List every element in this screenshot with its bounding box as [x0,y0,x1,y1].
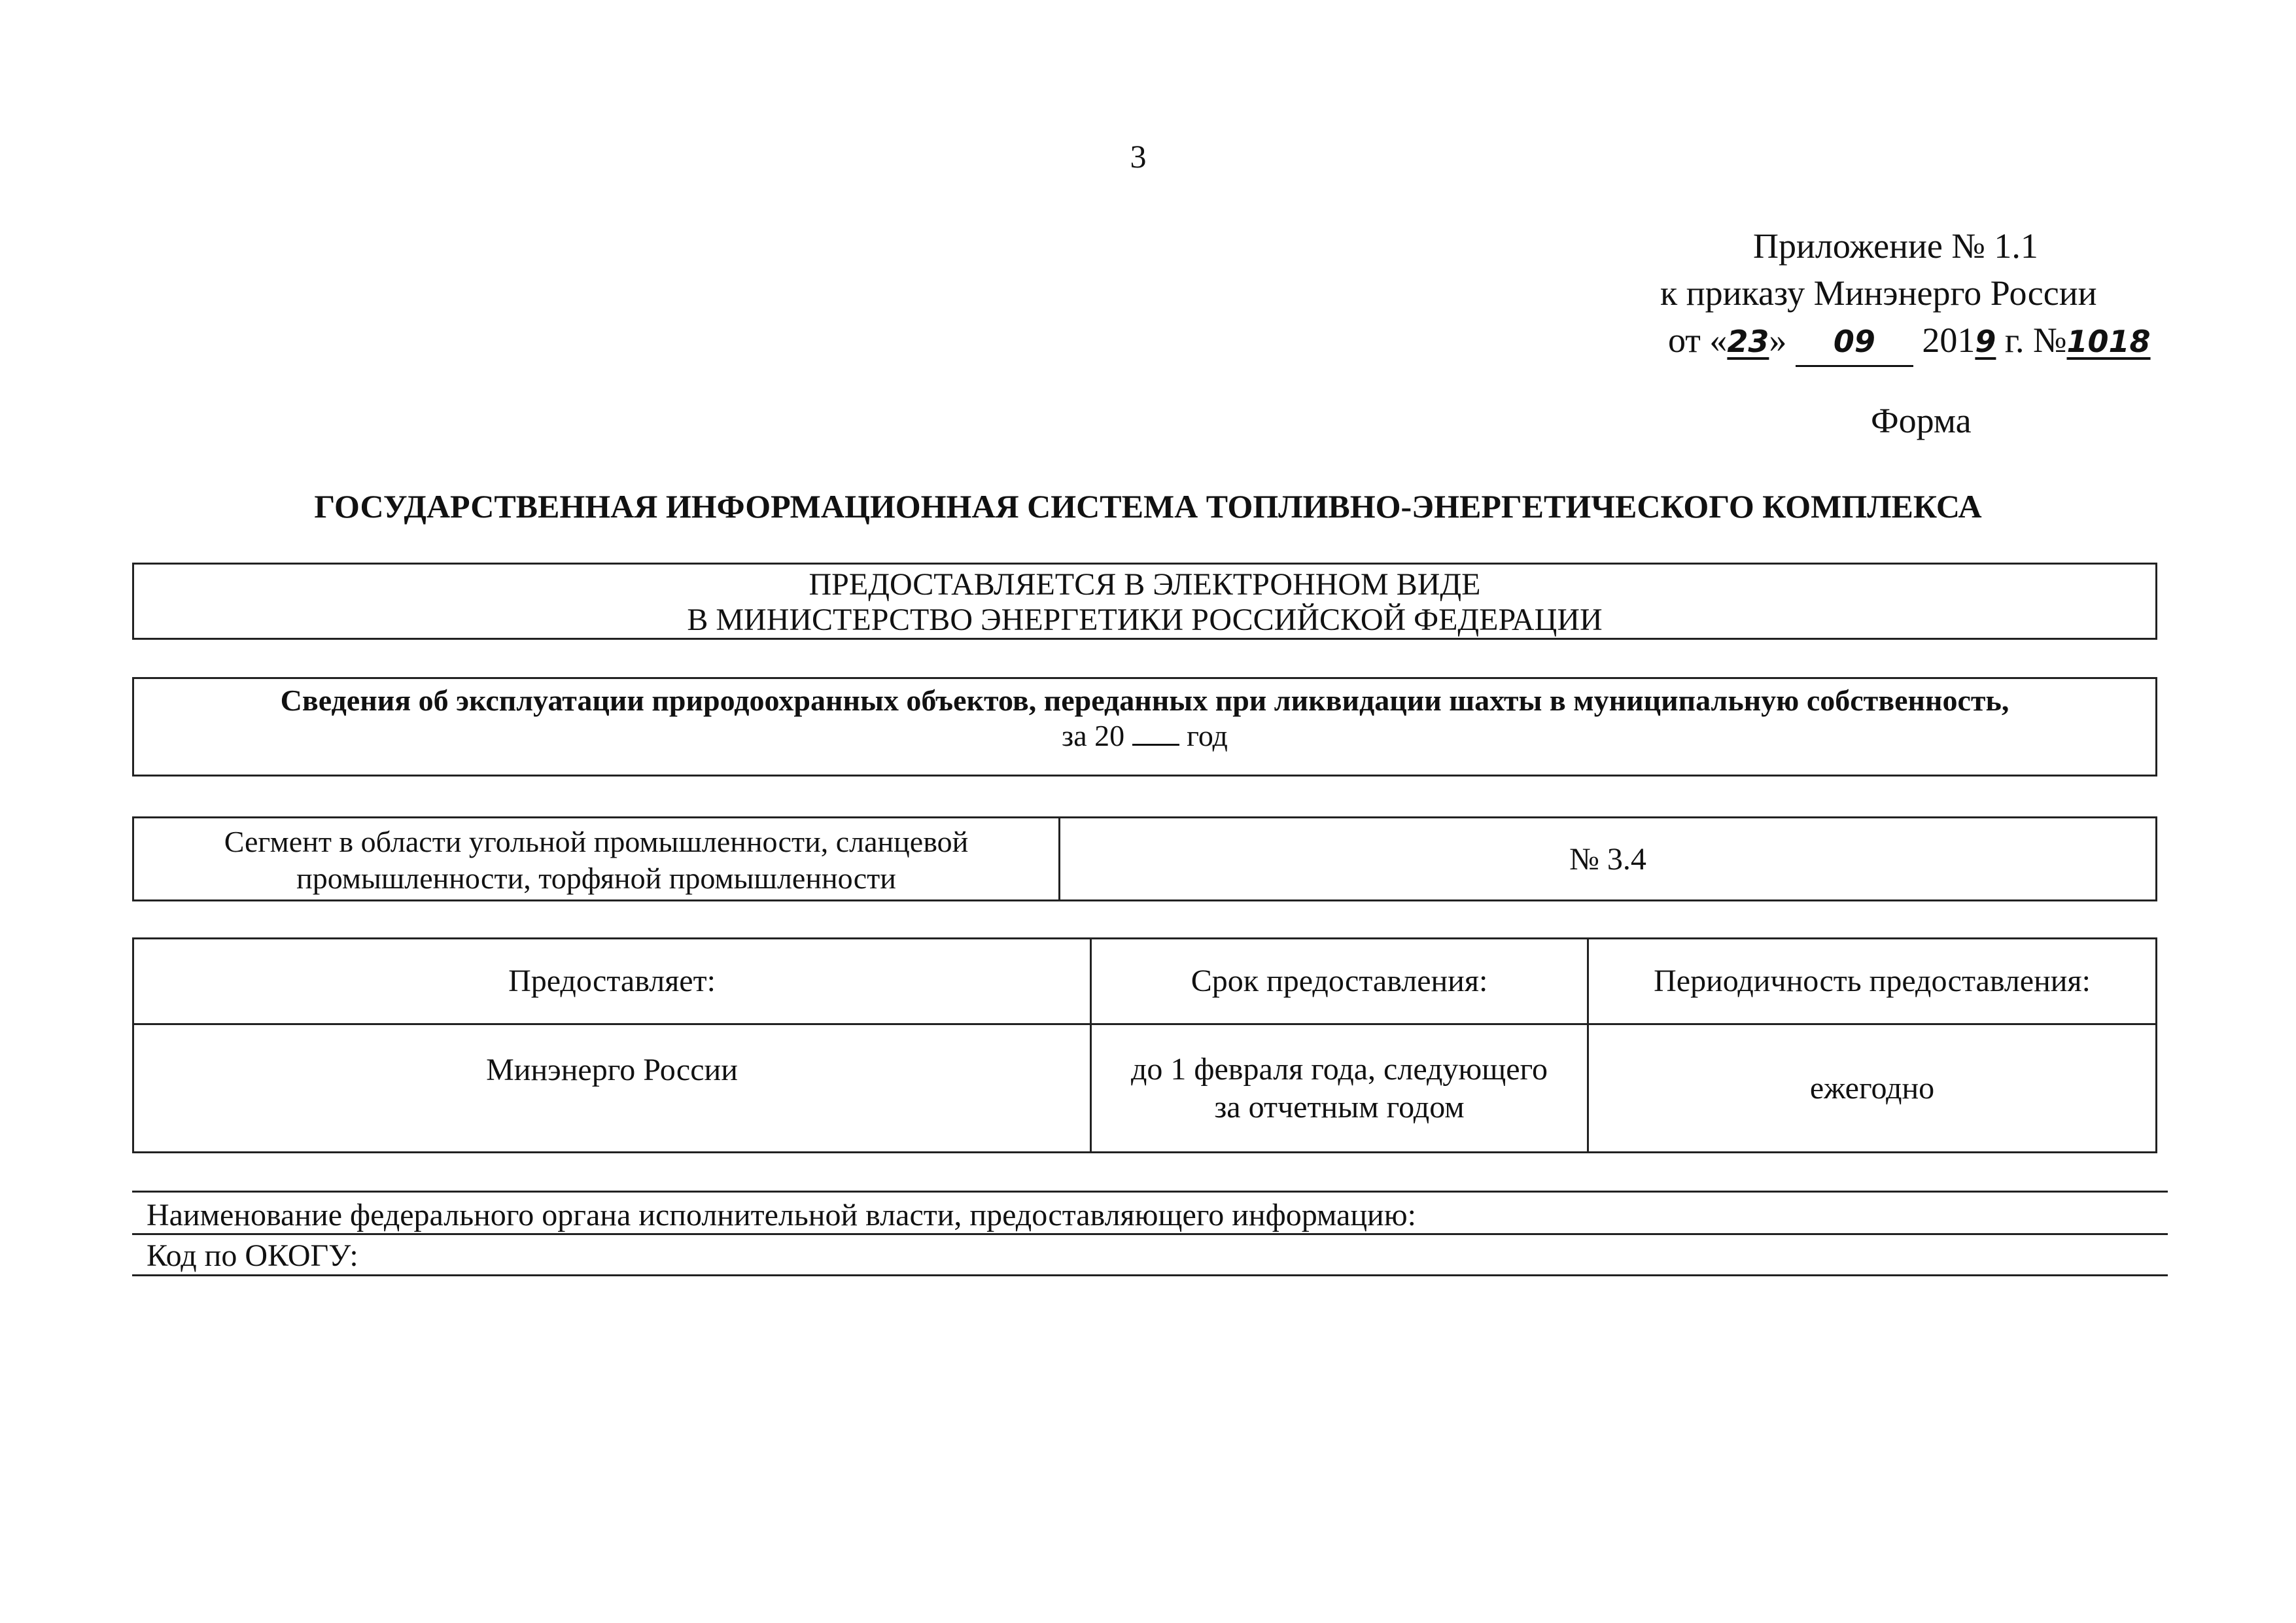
order-number-label: г. № [1996,321,2067,360]
report-title-box [132,677,2157,777]
date-year-prefix: 201 [1922,321,1975,360]
date-prefix: от « [1668,321,1728,360]
system-title: ГОСУДАРСТВЕННАЯ ИНФОРМАЦИОННАЯ СИСТЕМА ТОПЛИВНО-ЭНЕРГЕТИЧЕСКОГО КОМПЛЕКСА [314,488,1982,525]
submission-line-1: ПРЕДОСТАВЛЯЕТСЯ В ЭЛЕКТРОННОМ ВИДЕ [809,567,1481,602]
appendix-header [1622,222,2211,367]
okogu-label: Код по ОКОГУ: [147,1238,358,1273]
segment-table [132,816,2157,901]
info-table [132,937,2157,1153]
footer-divider-top [132,1191,2168,1193]
segment-number: № 3.4 [1569,841,1646,877]
page-number: 3 [1130,138,1147,175]
header-periodicity: Периодичность предоставления: [1654,964,2091,998]
provider-value: Минэнерго России [134,1025,1092,1151]
form-label: Форма [1871,401,1972,440]
date-day: 23 [1727,324,1769,359]
date-month: 09 [1833,324,1875,359]
info-table-header-row [134,939,2155,1025]
deadline-line-2: за отчетным годом [1214,1089,1465,1125]
submission-line-2: В МИНИСТЕРСТВО ЭНЕРГЕТИКИ РОССИЙСКОЙ ФЕДЕРАЦИИ [687,602,1603,637]
appendix-title: Приложение № 1.1 [1753,226,2038,266]
date-year-digit: 9 [1975,324,1996,359]
segment-line-2: промышленности, торфяной промышленности [296,862,896,895]
report-period [134,718,2155,754]
date-quote-close: » [1769,321,1787,360]
submission-box [132,563,2157,640]
periodicity-value: ежегодно [1809,1070,1935,1106]
header-deadline: Срок предоставления: [1092,939,1589,1023]
deadline-line-1: до 1 февраля года, следующего [1130,1051,1548,1087]
order-number: 1018 [2066,324,2151,359]
report-period-prefix: за 20 [1062,719,1125,752]
report-title: Сведения об эксплуатации природоохранных объектов, переданных при ликвидации шахты в муниципальную собственность, [280,684,2009,717]
appendix-order-ref: к приказу Минэнерго России [1660,273,2097,313]
header-provider: Предоставляет: [134,939,1092,1023]
info-table-body-row [134,1025,2155,1151]
footer-divider-middle [132,1233,2168,1235]
segment-line-1: Сегмент в области угольной промышленности, сланцевой [224,825,969,858]
segment-description [134,818,1060,899]
report-year-blank [1132,744,1179,746]
report-period-suffix: год [1187,719,1228,752]
appendix-date-line [1622,317,2211,367]
agency-name-label: Наименование федерального органа исполнительной власти, предоставляющего информацию: [147,1198,1416,1232]
deadline-value [1092,1025,1589,1151]
footer-divider-bottom [132,1274,2168,1276]
